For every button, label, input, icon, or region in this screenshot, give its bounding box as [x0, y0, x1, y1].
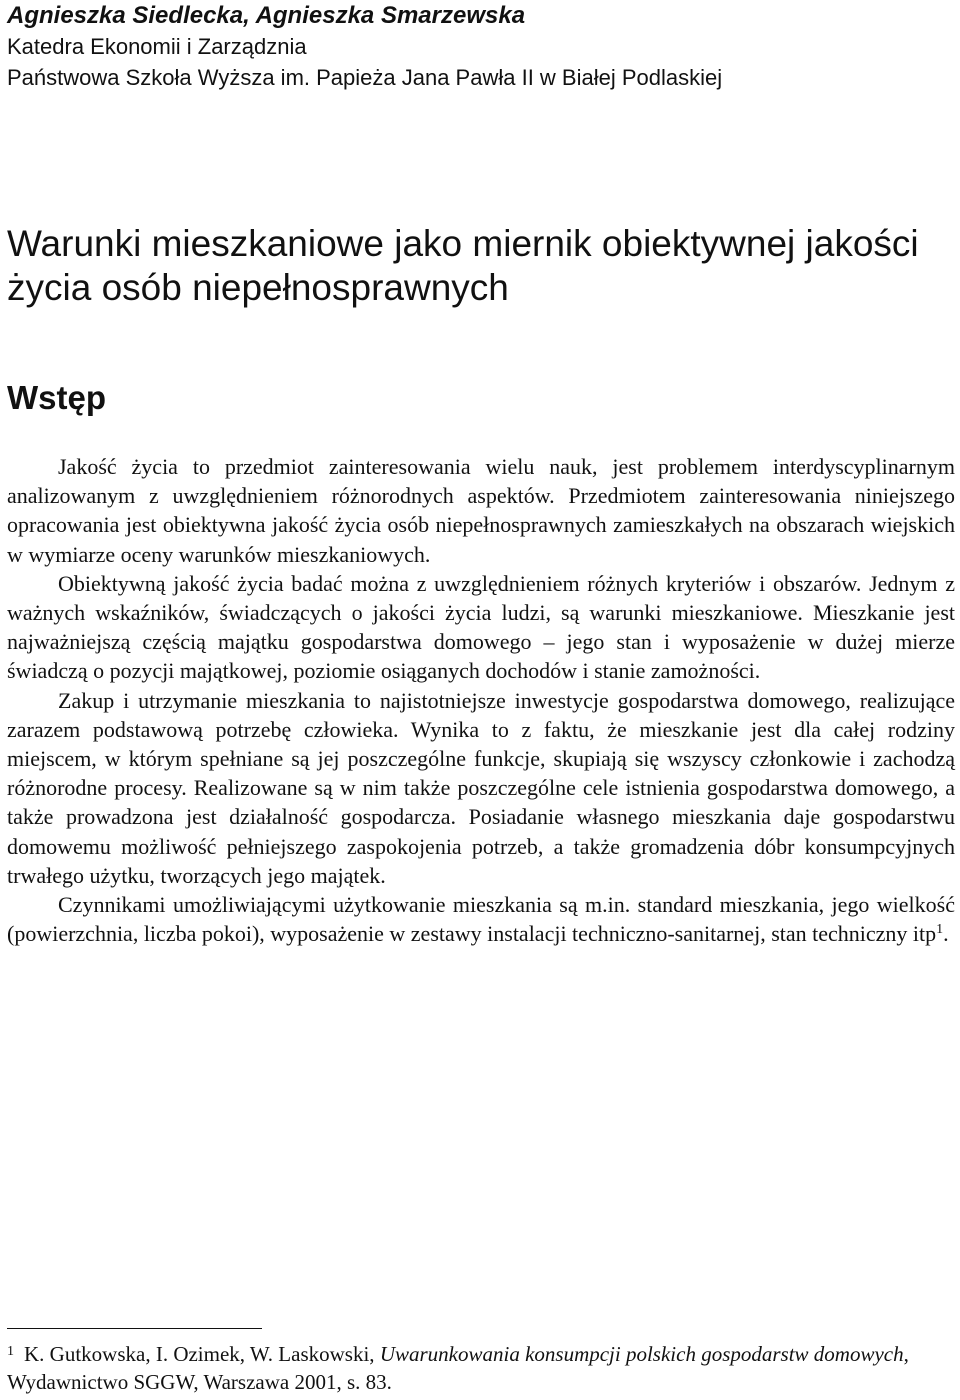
- footnote-separator: [7, 1328, 262, 1329]
- footnote-authors: K. Gutkowska, I. Ozimek, W. Laskowski,: [24, 1342, 380, 1366]
- paper-title: Warunki mieszkaniowe jako miernik obiektywnej jakości życia osób niepełnosprawnych: [7, 223, 919, 308]
- footnote-number: 1: [7, 1344, 14, 1359]
- footnote-book-title: Uwarunkowania konsumpcji polskich gospodarstw domowych: [379, 1342, 904, 1366]
- paragraph-3: Zakup i utrzymanie mieszkania to najistotniejsze inwestycje gospodarstwa domowego, realizujące zarazem podstawową potrzebę człowieka. Wynika to z faktu, że mieszkanie jest dla całej rodziny miejscem, w którym spełniane są jej poszczególne funkcje, skupiają się wszyscy członkowie i zachodzą różnorodne procesy. Realizowane są w nim także poszczególne cele istnienia gospodarstwa domowego, a także prowadzona jest działalność gospodarcza. Posiadanie własnego mieszkania daje gospodarstwu domowemu możliwość pełniejszego zaspokojenia potrzeb, a także gromadzenia dóbr konsumpcyjnych trwałego użytku, tworzących jego majątek.: [7, 687, 955, 888]
- footnote-publisher: , Wydawnictwo SGGW, Warszawa 2001, s. 83.: [7, 1342, 909, 1394]
- paragraph-2: Obiektywną jakość życia badać można z uwzględnieniem różnych kryteriów i obszarów. Jednym z ważnych wskaźników, świadczących o jakości życia ludzi, są warunki mieszkaniowe. Mieszkanie jest najważniejszą częścią majątku gospodarstwa domowego – jego stan i wyposażenie w dużej mierze świadczą o pozycji majątkowej, poziomie osiąganych dochodów i stanie zamożności.: [7, 570, 955, 684]
- section-heading: Wstęp: [7, 379, 106, 416]
- authors: Agnieszka Siedlecka, Agnieszka Smarzewska: [7, 2, 526, 29]
- paragraph-4-text: Czynnikami umożliwiającymi użytkowanie mieszkania są m.in. standard mieszkania, jego wielkość (powierzchnia, liczba pokoi), wyposażenie w zestawy instalacji techniczno-sanitarnej, stan techniczny itp: [7, 892, 955, 947]
- footnote-reference[interactable]: 1: [936, 922, 944, 938]
- paragraph-1: Jakość życia to przedmiot zainteresowania wielu nauk, jest problemem interdyscyplinarnym analizowanym z uwzględnieniem różnorodnych aspektów. Przedmiotem zainteresowania niniejszego opracowania jest obiektywna jakość życia osób niepełnosprawnych zamieszkałych na obszarach wiejskich w wymiarze oceny warunków mieszkaniowych.: [7, 454, 955, 567]
- affiliation-department: Katedra Ekonomii i Zarządznia: [7, 34, 307, 59]
- paragraph-4: Czynnikami umożliwiającymi użytkowanie mieszkania są m.in. standard mieszkania, jego wielkość (powierzchnia, liczba pokoi), wyposażenie w zestawy instalacji techniczno-sanitarnej, stan techniczny itp$^1$.: [7, 892, 955, 947]
- body-text: [7, 452, 955, 948]
- footnote: [7, 1340, 957, 1396]
- affiliation-school: Państwowa Szkoła Wyższa im. Papieża Jana Pawła II w Białej Podlaskiej: [7, 65, 723, 90]
